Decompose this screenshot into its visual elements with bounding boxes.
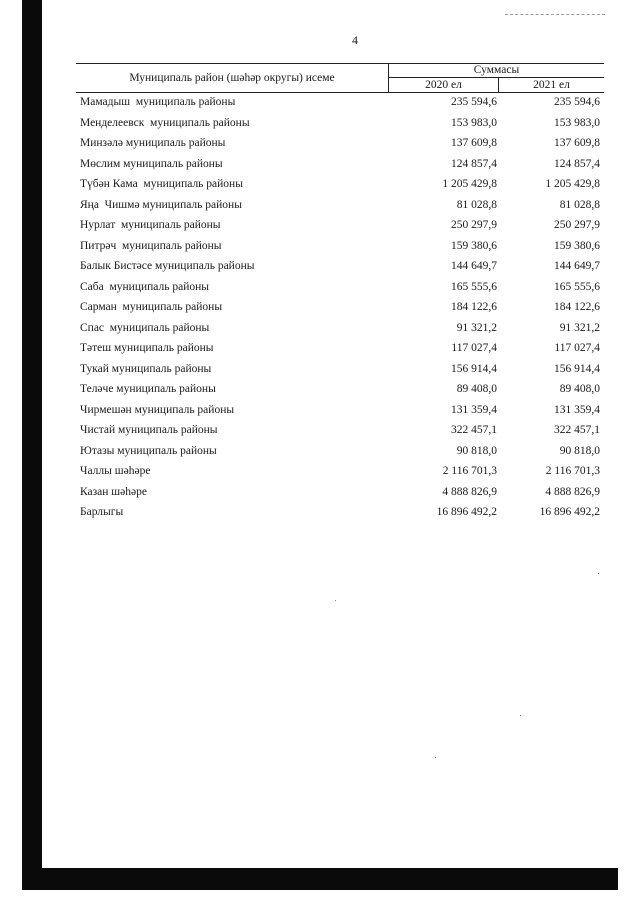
table-row (80, 218, 605, 239)
row-value-2020: 322 457,1 (451, 424, 497, 436)
row-value-2021: 16 896 492,2 (539, 506, 600, 518)
row-value-2020: 184 122,6 (451, 301, 497, 313)
scan-left-edge (22, 0, 42, 888)
row-value-2020: 81 028,8 (456, 198, 497, 211)
row-value-2021: 2 116 701,3 (545, 465, 600, 477)
scan-bottom-edge (22, 868, 618, 890)
row-name: Барлыгы (80, 506, 124, 518)
row-value-2020: 153 983,0 (451, 116, 497, 129)
scan-top-dash (505, 14, 605, 16)
row-value-2020: 117 027,4 (451, 342, 497, 354)
table-row (80, 321, 605, 342)
row-value-2021: 137 609,8 (554, 137, 600, 149)
row-value-2021: 156 914,4 (554, 362, 600, 375)
table-row (80, 403, 605, 424)
row-value-2020: 131 359,4 (451, 403, 497, 416)
table-row (80, 280, 605, 301)
table-row (80, 116, 605, 137)
table-row (80, 341, 605, 362)
row-value-2020: 4 888 826,9 (442, 485, 497, 498)
row-value-2020: 89 408,0 (456, 383, 497, 395)
header-year-2021: 2021 ел (533, 79, 570, 91)
table-row (80, 300, 605, 321)
scan-speck (598, 573, 599, 574)
row-value-2020: 156 914,4 (451, 362, 497, 375)
row-value-2020: 165 555,6 (451, 280, 497, 293)
row-value-2020: 91 321,2 (456, 321, 497, 334)
scan-speck (335, 600, 336, 601)
row-value-2020: 137 609,8 (451, 137, 497, 149)
row-value-2020: 250 297,9 (451, 219, 497, 231)
table-body (80, 95, 605, 526)
row-value-2021: 91 321,2 (559, 321, 600, 334)
table-row (80, 464, 605, 485)
row-value-2021: 89 408,0 (559, 383, 600, 395)
table-row (80, 177, 605, 198)
header-sum-label: Суммасы (389, 64, 604, 78)
row-name: Сарман муниципаль районы (80, 301, 223, 313)
row-value-2020: 124 857,4 (451, 157, 497, 170)
table-row (80, 382, 605, 403)
row-value-2021: 144 649,7 (554, 260, 600, 272)
row-name: Менделеевск муниципаль районы (80, 116, 250, 129)
row-value-2021: 4 888 826,9 (545, 485, 600, 498)
row-value-2020: 159 380,6 (451, 239, 497, 252)
row-value-2020: 1 205 429,8 (442, 178, 497, 190)
row-name: Мамадыш муниципаль районы (80, 96, 236, 108)
row-name: Казан шәһәре (80, 485, 147, 498)
row-name: Чаллы шәһәре (80, 465, 151, 477)
row-value-2020: 90 818,0 (456, 444, 497, 457)
row-name: Нурлат муниципаль районы (80, 219, 221, 231)
row-value-2021: 117 027,4 (554, 342, 600, 354)
row-value-2021: 159 380,6 (554, 239, 600, 252)
table-row (80, 157, 605, 178)
row-name: Тәтеш муниципаль районы (80, 342, 214, 354)
row-value-2021: 131 359,4 (554, 403, 600, 416)
row-value-2021: 1 205 429,8 (545, 178, 600, 190)
row-value-2021: 124 857,4 (554, 157, 600, 170)
row-value-2021: 165 555,6 (554, 280, 600, 293)
table-row (80, 95, 605, 116)
table-row (80, 239, 605, 260)
page-number: 4 (352, 33, 358, 47)
table-row (80, 198, 605, 219)
row-name: Мөслим муниципаль районы (80, 157, 223, 170)
header-year-2020: 2020 ел (389, 78, 499, 92)
row-value-2020: 235 594,6 (451, 96, 497, 108)
scan-speck (435, 757, 436, 758)
row-name: Саба муниципаль районы (80, 280, 209, 293)
table-row (80, 444, 605, 465)
row-value-2021: 90 818,0 (559, 444, 600, 457)
row-value-2020: 2 116 701,3 (442, 465, 497, 477)
row-name: Түбән Кама муниципаль районы (80, 178, 243, 190)
row-value-2021: 184 122,6 (554, 301, 600, 313)
row-name: Ютазы муниципаль районы (80, 444, 217, 457)
table-row (80, 505, 605, 526)
row-name: Минзәлә муниципаль районы (80, 137, 226, 149)
scan-speck (520, 715, 521, 716)
row-name: Чирмешән муниципаль районы (80, 403, 235, 416)
row-name: Питрәч муниципаль районы (80, 239, 222, 252)
table-header (76, 63, 604, 93)
row-name: Тукай муниципаль районы (80, 362, 212, 375)
table-row (80, 362, 605, 383)
table-row (80, 259, 605, 280)
row-name: Балык Бистәсе муниципаль районы (80, 260, 255, 272)
row-value-2021: 153 983,0 (554, 116, 600, 129)
row-value-2021: 235 594,6 (554, 96, 600, 108)
row-value-2020: 144 649,7 (451, 260, 497, 272)
row-value-2020: 16 896 492,2 (436, 506, 497, 518)
row-value-2021: 322 457,1 (554, 424, 600, 436)
row-name: Чистай муниципаль районы (80, 424, 218, 436)
table-row (80, 136, 605, 157)
row-name: Яңа Чишмә муниципаль районы (80, 198, 242, 211)
row-name: Теләче муниципаль районы (80, 383, 216, 395)
table-row (80, 423, 605, 444)
header-name-column: Муниципаль район (шәһәр округы) исеме (76, 64, 389, 92)
row-value-2021: 250 297,9 (554, 219, 600, 231)
table-row (80, 485, 605, 506)
row-value-2021: 81 028,8 (559, 198, 600, 211)
row-name: Спас муниципаль районы (80, 321, 210, 334)
